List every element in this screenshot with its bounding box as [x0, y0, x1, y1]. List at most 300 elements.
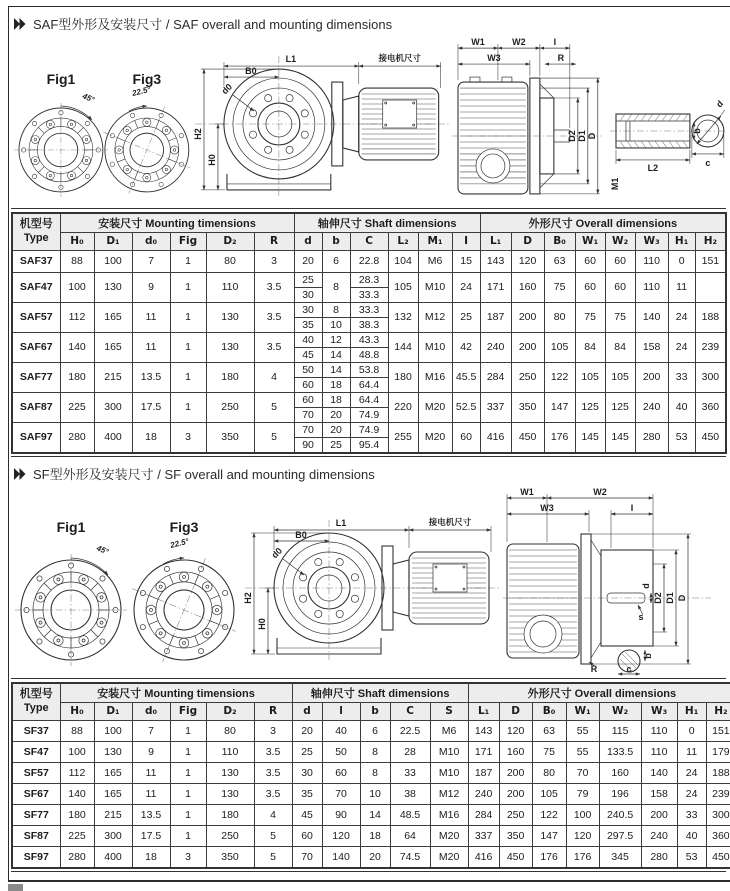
cell-shaft-d: 60 [294, 392, 322, 407]
cell-value: 140 [641, 762, 677, 783]
cell-value: 5 [254, 825, 292, 846]
fig3-label: Fig3 [169, 519, 199, 535]
cell-shaft-b: 18 [322, 377, 350, 392]
col-header: W₂ [605, 232, 635, 250]
cell-mounting: 165 [94, 332, 132, 362]
cell-value: 151 [706, 720, 730, 741]
cell-shaft: 45.5 [452, 362, 480, 392]
table-row [12, 392, 726, 407]
cell-value: M20 [430, 825, 468, 846]
cell-value: 176 [566, 846, 599, 868]
cell-value: 1 [170, 804, 206, 825]
cell-shaft: 104 [388, 250, 418, 272]
cell-overall: 147 [544, 392, 575, 422]
cell-mounting: 180 [60, 362, 94, 392]
cell-overall: 280 [635, 422, 668, 453]
cell-value: 80 [206, 720, 254, 741]
col-header: L₂ [388, 232, 418, 250]
cell-overall: 171 [480, 272, 511, 302]
cell-value: 240 [468, 783, 499, 804]
fig3-label: Fig3 [132, 71, 162, 88]
footer-page-marker [8, 884, 23, 891]
type-header-en: Type [23, 701, 49, 714]
cell-value: 8 [360, 762, 390, 783]
cell-mounting: 5 [254, 392, 294, 422]
cell-shaft-C: 38.3 [350, 317, 388, 332]
cell-overall: 337 [480, 392, 511, 422]
col-header: L₁ [480, 232, 511, 250]
cell-shaft-d: 30 [294, 302, 322, 317]
cell-overall: 80 [544, 302, 575, 332]
cell-overall [695, 272, 726, 302]
angle-225-label: 22.5° [131, 84, 152, 98]
cell-shaft: 42 [452, 332, 480, 362]
cell-mounting: 18 [132, 422, 170, 453]
cell-value: 100 [94, 720, 132, 741]
cell-overall: 60 [575, 272, 605, 302]
cell-value: 24 [677, 783, 706, 804]
cell-shaft-d: 30 [294, 287, 322, 302]
col-header: B₀ [532, 702, 566, 720]
cell-value: 187 [468, 762, 499, 783]
cell-value: 110 [206, 741, 254, 762]
cell-value: 60 [292, 825, 322, 846]
model-type: SF37 [12, 720, 60, 741]
cell-overall: 284 [480, 362, 511, 392]
saf-flange-figures-drawing [11, 36, 191, 206]
cell-overall: 125 [575, 392, 605, 422]
cell-shaft-d: 50 [294, 362, 322, 377]
dim-label-W3: W3 [540, 503, 554, 513]
cell-mounting: 11 [132, 332, 170, 362]
col-group-mounting: 安装尺寸 Mounting timensions [60, 683, 292, 703]
cell-overall: 53 [668, 422, 695, 453]
saf-table-body [12, 250, 726, 453]
cell-mounting: 165 [94, 302, 132, 332]
cell-mounting: 3.5 [254, 272, 294, 302]
cell-overall: 250 [511, 362, 544, 392]
cell-value: 140 [60, 783, 94, 804]
model-type: SAF37 [12, 250, 60, 272]
cell-shaft: 25 [452, 302, 480, 332]
table-row [12, 302, 726, 317]
type-header-cn: 机型号 [19, 217, 53, 230]
cell-value: 48.5 [390, 804, 430, 825]
cell-overall: 145 [605, 422, 635, 453]
cell-value: 165 [94, 783, 132, 804]
cell-value: 55 [566, 741, 599, 762]
cell-shaft-C: 33.3 [350, 302, 388, 317]
col-header: W₃ [641, 702, 677, 720]
cell-value: 18 [360, 825, 390, 846]
table-row [12, 362, 726, 377]
cell-value: 4 [254, 804, 292, 825]
cell-overall: 450 [511, 422, 544, 453]
section-arrow-icon [13, 467, 27, 481]
cell-overall: 350 [511, 392, 544, 422]
cell-value: 70 [292, 846, 322, 868]
cell-value: 180 [60, 804, 94, 825]
cell-shaft: M6 [418, 250, 452, 272]
model-type: SF77 [12, 804, 60, 825]
cell-overall: 240 [480, 332, 511, 362]
dim-label-D: D [587, 132, 598, 140]
cell-value: 280 [641, 846, 677, 868]
col-header: d [292, 702, 322, 720]
cell-value: 300 [706, 804, 730, 825]
cell-mounting: 130 [94, 272, 132, 302]
col-header: H₂ [695, 232, 726, 250]
cell-overall: 122 [544, 362, 575, 392]
col-header: D₂ [206, 702, 254, 720]
cell-overall: 105 [575, 362, 605, 392]
saf-section-header [13, 14, 726, 33]
cell-value: 350 [499, 825, 532, 846]
cell-value: 53 [677, 846, 706, 868]
cell-value: 337 [468, 825, 499, 846]
cell-overall: 200 [511, 302, 544, 332]
col-header: R [254, 232, 294, 250]
cell-overall: 33 [668, 362, 695, 392]
dim-label-s: s [638, 612, 644, 622]
cell-overall: 416 [480, 422, 511, 453]
cell-value: M10 [430, 762, 468, 783]
cell-mounting: 11 [132, 302, 170, 332]
model-type: SAF67 [12, 332, 60, 362]
cell-value: 240.5 [599, 804, 641, 825]
cell-value: 130 [206, 762, 254, 783]
col-header-type [12, 213, 60, 251]
cell-value: 33 [677, 804, 706, 825]
footer-rule [8, 880, 730, 882]
col-header: d₀ [132, 232, 170, 250]
saf-side-view-drawing [191, 36, 451, 206]
cell-overall: 11 [668, 272, 695, 302]
dim-label-W2: W2 [593, 487, 607, 497]
cell-value: 14 [360, 804, 390, 825]
cell-shaft: M16 [418, 362, 452, 392]
col-group-shaft: 轴伸尺寸 Shaft dimensions [294, 213, 480, 233]
cell-value: 130 [94, 741, 132, 762]
cell-value: 200 [499, 762, 532, 783]
cell-shaft-b: 14 [322, 347, 350, 362]
cell-value: 55 [566, 720, 599, 741]
cell-mounting: 180 [206, 362, 254, 392]
cell-shaft-d: 70 [294, 407, 322, 422]
cell-value: 200 [499, 783, 532, 804]
cell-value: 112 [60, 762, 94, 783]
dim-label-D1: D1 [665, 592, 675, 604]
cell-shaft-C: 33.3 [350, 287, 388, 302]
sf-group-header-row [12, 683, 730, 703]
cell-value: 60 [322, 762, 360, 783]
cell-value: 416 [468, 846, 499, 868]
cell-value: 9 [132, 741, 170, 762]
saf-front-view-drawing [450, 36, 608, 206]
model-type: SF47 [12, 741, 60, 762]
cell-mounting: 140 [60, 332, 94, 362]
cell-overall: 187 [480, 302, 511, 332]
cell-value: 120 [322, 825, 360, 846]
cell-overall: 75 [544, 272, 575, 302]
cell-mounting: 3 [254, 250, 294, 272]
table-row [12, 250, 726, 272]
cell-mounting: 112 [60, 302, 94, 332]
sf-flange-figures-drawing [11, 486, 241, 676]
cell-value: 196 [599, 783, 641, 804]
cell-shaft-C: 74.9 [350, 422, 388, 437]
col-header: H₀ [60, 702, 94, 720]
table-row [12, 272, 726, 287]
sf-side-view-drawing [241, 486, 501, 676]
dim-label-W1: W1 [471, 37, 486, 48]
col-header: H₂ [706, 702, 730, 720]
dim-label-D1: D1 [577, 130, 588, 142]
cell-value: M6 [430, 720, 468, 741]
sf-column-header-row [12, 702, 730, 720]
cell-shaft-C: 43.3 [350, 332, 388, 347]
section-arrow-icon [13, 17, 27, 31]
cell-value: 25 [292, 741, 322, 762]
cell-value: 179 [706, 741, 730, 762]
saf-table-wrap [11, 208, 726, 457]
cell-overall: 450 [695, 422, 726, 453]
cell-overall: 60 [605, 272, 635, 302]
cell-value: 350 [206, 846, 254, 868]
cell-mounting: 4 [254, 362, 294, 392]
col-group-overall: 外形尺寸 Overall dimensions [468, 683, 730, 703]
cell-shaft-b: 8 [322, 302, 350, 317]
cell-value: 79 [566, 783, 599, 804]
cell-shaft: 52.5 [452, 392, 480, 422]
saf-dimensions-table [11, 212, 727, 454]
cell-mounting: 7 [132, 250, 170, 272]
angle-45-label: 45° [95, 543, 110, 557]
cell-overall: 60 [605, 250, 635, 272]
cell-mounting: 1 [170, 272, 206, 302]
cell-value: 40 [322, 720, 360, 741]
dim-label-b: b [643, 653, 653, 659]
cell-value: 171 [468, 741, 499, 762]
cell-overall: 0 [668, 250, 695, 272]
cell-mounting: 300 [94, 392, 132, 422]
cell-value: 3.5 [254, 762, 292, 783]
dim-label-D: D [677, 594, 687, 602]
cell-value: 63 [532, 720, 566, 741]
col-header: B₀ [544, 232, 575, 250]
cell-value: 133.5 [599, 741, 641, 762]
cell-mounting: 3.5 [254, 332, 294, 362]
cell-overall: 240 [635, 392, 668, 422]
sf-table-wrap [11, 678, 730, 872]
cell-value: 165 [94, 762, 132, 783]
cell-overall: 188 [695, 302, 726, 332]
type-header-cn: 机型号 [19, 687, 53, 700]
saf-group-header-row [12, 213, 726, 233]
cell-shaft-d: 35 [294, 317, 322, 332]
cell-shaft: M12 [418, 302, 452, 332]
cell-overall: 360 [695, 392, 726, 422]
col-header: b [322, 232, 350, 250]
cell-value: 160 [599, 762, 641, 783]
sf-table-body [12, 720, 730, 868]
col-header: H₀ [60, 232, 94, 250]
cell-value: 180 [206, 804, 254, 825]
col-header: D [499, 702, 532, 720]
saf-drawings [11, 36, 726, 206]
cell-mounting: 17.5 [132, 392, 170, 422]
cell-value: 1 [170, 783, 206, 804]
cell-value: 1 [170, 720, 206, 741]
model-type: SAF77 [12, 362, 60, 392]
dim-label-d: d [641, 583, 651, 589]
cell-value: 24 [677, 762, 706, 783]
cell-value: 239 [706, 783, 730, 804]
cell-value: 30 [292, 762, 322, 783]
cell-value: 18 [132, 846, 170, 868]
cell-overall: 75 [605, 302, 635, 332]
cell-value: 143 [468, 720, 499, 741]
cell-mounting: 1 [170, 250, 206, 272]
cell-value: 120 [499, 720, 532, 741]
cell-overall: 200 [635, 362, 668, 392]
cell-value: 11 [132, 762, 170, 783]
cell-mounting: 88 [60, 250, 94, 272]
cell-shaft-C: 22.8 [350, 250, 388, 272]
model-type: SAF47 [12, 272, 60, 302]
cell-overall: 105 [605, 362, 635, 392]
cell-value: 11 [677, 741, 706, 762]
cell-value: 20 [360, 846, 390, 868]
cell-value: 1 [170, 762, 206, 783]
cell-value: 5 [254, 846, 292, 868]
dim-label-L2: L2 [647, 162, 659, 173]
cell-mounting: 3.5 [254, 302, 294, 332]
col-header: I [452, 232, 480, 250]
dim-label-D2: D2 [567, 130, 578, 142]
cell-value: 122 [532, 804, 566, 825]
cell-mounting: 3 [170, 422, 206, 453]
cell-value: 176 [532, 846, 566, 868]
cell-value: 38 [390, 783, 430, 804]
cell-value: 300 [94, 825, 132, 846]
cell-shaft-d: 60 [294, 377, 322, 392]
col-header: D₁ [94, 702, 132, 720]
dim-label-R: R [557, 53, 565, 64]
sf-section-header [13, 464, 726, 483]
cell-value: 160 [499, 741, 532, 762]
cell-value: 450 [706, 846, 730, 868]
dim-label-D2: D2 [653, 592, 663, 604]
cell-mounting: 130 [206, 302, 254, 332]
cell-shaft: M10 [418, 272, 452, 302]
cell-shaft: 144 [388, 332, 418, 362]
cell-shaft: 15 [452, 250, 480, 272]
cell-value: 105 [532, 783, 566, 804]
cell-shaft: M10 [418, 332, 452, 362]
dim-label-c: c [626, 664, 632, 674]
cell-overall: 40 [668, 392, 695, 422]
table-row [12, 720, 730, 741]
col-header: Fig [170, 702, 206, 720]
cell-value: 3.5 [254, 783, 292, 804]
cell-mounting: 400 [94, 422, 132, 453]
cell-value: 75 [532, 741, 566, 762]
col-header: H₁ [668, 232, 695, 250]
cell-overall: 63 [544, 250, 575, 272]
cell-overall: 151 [695, 250, 726, 272]
cell-value: 100 [60, 741, 94, 762]
cell-value: M20 [430, 846, 468, 868]
model-type: SAF97 [12, 422, 60, 453]
col-header: D₂ [206, 232, 254, 250]
table-row [12, 422, 726, 437]
cell-overall: 60 [575, 250, 605, 272]
cell-value: 11 [132, 783, 170, 804]
cell-value: M10 [430, 741, 468, 762]
cell-shaft-C: 74.9 [350, 407, 388, 422]
cell-shaft: 180 [388, 362, 418, 392]
col-header-type [12, 683, 60, 721]
cell-mounting: 80 [206, 250, 254, 272]
sf-front-view-drawing [501, 486, 716, 676]
cell-mounting: 1 [170, 362, 206, 392]
cell-shaft: M20 [418, 392, 452, 422]
col-group-overall: 外形尺寸 Overall dimensions [480, 213, 726, 233]
dim-label-W3: W3 [487, 53, 502, 64]
table-row [12, 783, 730, 804]
cell-shaft: 105 [388, 272, 418, 302]
cell-value: 158 [641, 783, 677, 804]
cell-mounting: 5 [254, 422, 294, 453]
cell-value: 8 [360, 741, 390, 762]
cell-shaft-b: 14 [322, 362, 350, 377]
model-type: SAF57 [12, 302, 60, 332]
cell-mounting: 1 [170, 332, 206, 362]
col-header: C [350, 232, 388, 250]
dim-label-I: I [630, 503, 634, 513]
model-type: SAF87 [12, 392, 60, 422]
cell-value: 100 [566, 804, 599, 825]
cell-value: 250 [206, 825, 254, 846]
col-header: H₁ [677, 702, 706, 720]
cell-overall: 239 [695, 332, 726, 362]
cell-mounting: 215 [94, 362, 132, 392]
dim-label-M1: M1 [610, 177, 621, 191]
cell-shaft-b: 6 [322, 250, 350, 272]
dim-label-W1: W1 [520, 487, 534, 497]
cell-value: 50 [322, 741, 360, 762]
cell-value: 3 [254, 720, 292, 741]
sf-section-title: SF型外形及安装尺寸 / SF overall and mounting dimensions [33, 467, 375, 482]
cell-value: 64 [390, 825, 430, 846]
col-header: L₁ [468, 702, 499, 720]
cell-shaft: 24 [452, 272, 480, 302]
cell-value: 20 [292, 720, 322, 741]
cell-shaft-b: 25 [322, 437, 350, 453]
cell-mounting: 13.5 [132, 362, 170, 392]
cell-value: 215 [94, 804, 132, 825]
cell-shaft-b: 8 [322, 272, 350, 302]
table-row [12, 825, 730, 846]
cell-value: 400 [94, 846, 132, 868]
col-header: R [254, 702, 292, 720]
dim-label-R: R [590, 664, 598, 674]
col-header: W₁ [566, 702, 599, 720]
cell-shaft-b: 20 [322, 407, 350, 422]
model-type: SF97 [12, 846, 60, 868]
angle-225-label: 22.5° [169, 536, 190, 550]
